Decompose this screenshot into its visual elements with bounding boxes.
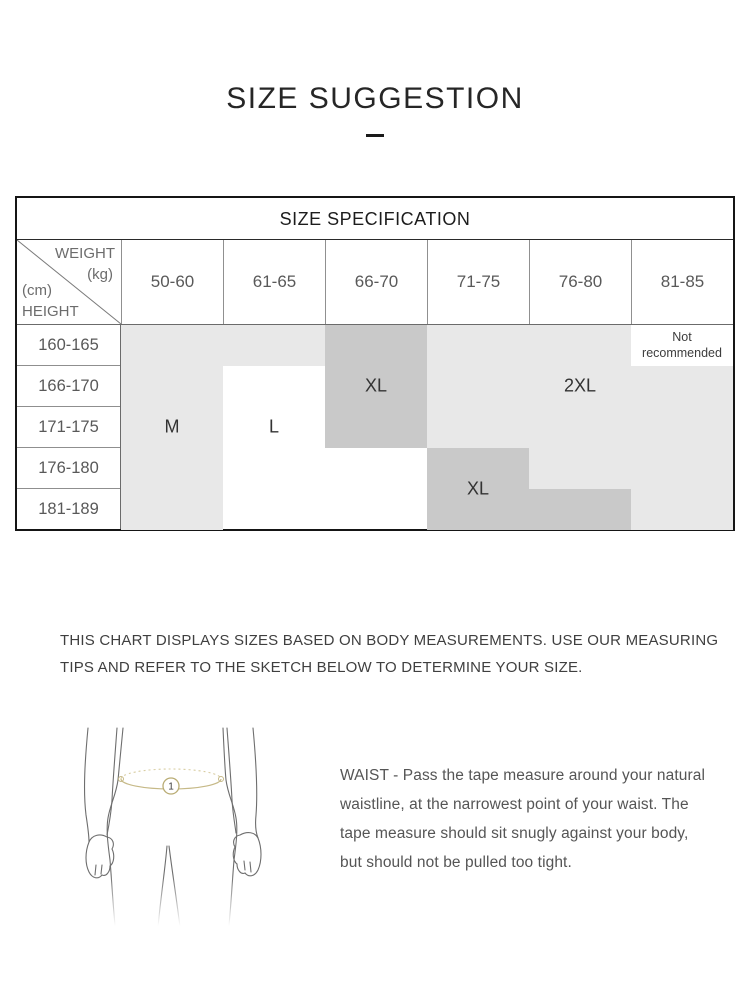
size-zone-area xyxy=(121,325,733,529)
height-row-header: 176-180 xyxy=(17,448,120,489)
waist-marker-badge xyxy=(163,778,179,794)
chart-note-line2: TIPS AND REFER TO THE SKETCH BELOW TO DETERMINE YOUR SIZE. xyxy=(60,659,583,676)
corner-weight-label: WEIGHT xyxy=(55,245,115,262)
height-row-headers xyxy=(17,325,121,529)
weight-column-header: 71-75 xyxy=(427,240,529,324)
table-body xyxy=(17,324,733,529)
height-row-header: 181-189 xyxy=(38,500,99,518)
table-header-row xyxy=(17,240,733,324)
weight-column-header: 50-60 xyxy=(121,240,223,324)
body-sketch xyxy=(72,725,272,935)
diagonal-corner-cell xyxy=(17,240,121,324)
waist-instructions: WAIST - Pass the tape measure around your natural waistline, at the narrowest point of your waist. The tape measure should sit snugly against your body, but should not be pulled too tight. xyxy=(340,767,706,871)
weight-column-header: 76-80 xyxy=(529,240,631,324)
size-label-xl-upper: XL xyxy=(364,375,388,396)
weight-column-header: 81-85 xyxy=(631,240,733,324)
sketch-fade-out xyxy=(72,875,272,935)
weight-column-header: 61-65 xyxy=(223,240,325,324)
body-sketch-drawing xyxy=(72,725,272,935)
page-title: SIZE SUGGESTION xyxy=(226,82,524,115)
zone-2xl-shade-row5 xyxy=(631,489,733,530)
size-label-xl-lower: XL xyxy=(466,478,489,499)
title-divider xyxy=(366,134,384,137)
waist-marker-number: 1 xyxy=(168,781,174,793)
weight-column-header: 66-70 xyxy=(325,240,427,324)
not-recommended-cell: Not recommended xyxy=(631,325,733,366)
height-row-header: 160-165 xyxy=(17,325,120,366)
zone-xl-lower-shade-bottom xyxy=(427,489,631,530)
corner-weight-unit: (kg) xyxy=(87,266,113,283)
height-row-header: 166-170 xyxy=(17,366,120,407)
size-specification-table xyxy=(15,196,735,531)
size-label-2xl: 2XL xyxy=(563,375,597,396)
corner-height-unit: (cm) xyxy=(22,282,52,299)
size-label-l: L xyxy=(268,416,280,437)
zone-l-shade-top xyxy=(223,325,325,366)
corner-height-label: HEIGHT xyxy=(22,303,79,320)
size-label-m: M xyxy=(164,416,180,437)
zone-2xl-shade-top xyxy=(427,325,631,366)
zone-2xl-shade-row4 xyxy=(529,448,733,489)
chart-note-line1: THIS CHART DISPLAYS SIZES BASED ON BODY MEASUREMENTS. USE OUR MEASURING xyxy=(60,632,719,649)
table-title: SIZE SPECIFICATION xyxy=(17,198,733,240)
height-row-header: 171-175 xyxy=(17,407,120,448)
chart-note xyxy=(60,627,720,681)
